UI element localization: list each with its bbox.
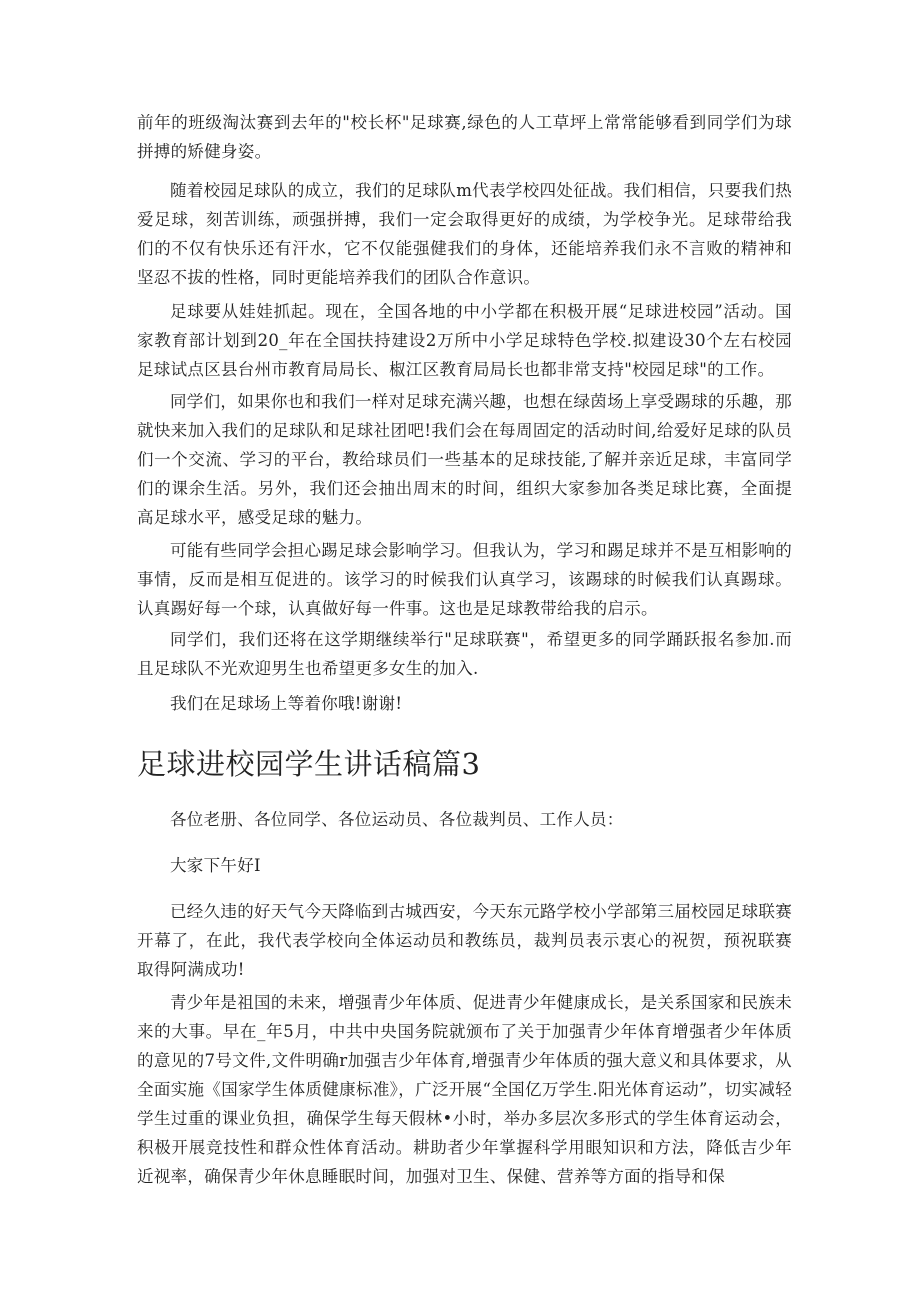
paragraph-5: 可能有些同学会担心踢足球会影响学习。但我认为，学习和踢足球并不是互相影响的事情，反而是相互促进的。该学习的时候我们认真学习，该踢球的时候我们认真踢球。认真踢好每一个球，认真做好每一件事。这也是足球教带给我的启示。 (137, 541, 792, 618)
paragraph-4: 同学们，如果你也和我们一样对足球充满兴趣，也想在绿茵场上享受踢球的乐趣，那就快来加入我们的足球队和足球社团吧!我们会在每周固定的活动时间,给爱好足球的队员们一个交流、学习的平台，教给球员们一些基本的足球技能,了解并亲近足球，丰富同学们的课余生活。另外，我们还会抽出周末的时间，组织大家参加各类足球比赛，全面提高足球水平，感受足球的魅力。 (137, 392, 792, 527)
greeting-line: 各位老册、各位同学、各位运动员、各位裁判员、工作人员： (170, 810, 624, 829)
paragraph-opening: 已经久违的好天气今天降临到古城西安，今天东元路学校小学部第三届校园足球联赛开幕了，在此，我代表学校向全体运动员和教练员，裁判员表示衷心的祝贺，预祝联赛取得阿满成功! (137, 902, 792, 979)
paragraph-2: 随着校园足球队的成立，我们的足球队m代表学校四处征战。我们相信，只要我们热爱足球，刻苦训练，顽强拼搏，我们一定会取得更好的成绩，为学校争光。足球带给我们的不仅有快乐还有汗水，它不仅能强健我们的身体，还能培养我们永不言败的精神和坚忍不拔的性格，同时更能培养我们的团队合作意识。 (137, 181, 792, 287)
paragraph-youth: 青少年是祖国的未来，增强青少年体质、促进青少年健康成长，是关系国家和民族未来的大事。早在_年5月，中共中央国务院就颁布了关于加强青少年体育增强者少年体质的意见的7号文件,文件明确r加强吉少年体育,增强青少年体质的强大意义和具体要求，从全面实施《国家学生体质健康标准》，广泛开展“全国亿万学生.阳光体育运动”，切实减轻学生过重的课业负担，确保学生每天假林•小时，举办多层次多形式的学生体育运动会，积极开展竞技性和群众性体育活动。耕助者少年掌握科学用眼知识和方法，降低吉少年近视率，确保青少年休息睡眠时间，加强对卫生、保健、营养等方面的指导和保 (137, 993, 792, 1186)
paragraph-7: 我们在足球场上等着你哦!谢谢! (170, 694, 403, 713)
paragraph-6: 同学们，我们还将在这学期继续举行"足球联赛"，希望更多的同学踊跃报名参加.而且足球队不光欢迎男生也希望更多女生的加入. (137, 630, 792, 678)
good-afternoon-line: 大家下午好I (170, 856, 261, 875)
paragraph-1: 前年的班级淘汰赛到去年的"校长杯"足球赛,绿色的人工草坪上常常能够看到同学们为球拼搏的矫健身姿。 (137, 113, 792, 161)
section-heading: 足球进校园学生讲话稿篇3 (137, 747, 481, 781)
paragraph-3: 足球要从娃娃抓起。现在，全国各地的中小学都在积极开展“足球进校园”活动。国家教育部计划到20_年在全国扶持建设2万所中小学足球特色学校.拟建设30个左右校园足球试点区县台州市教育局局长、椒江区教育局局长也都非常支持"校园足球"的工作。 (137, 302, 792, 379)
